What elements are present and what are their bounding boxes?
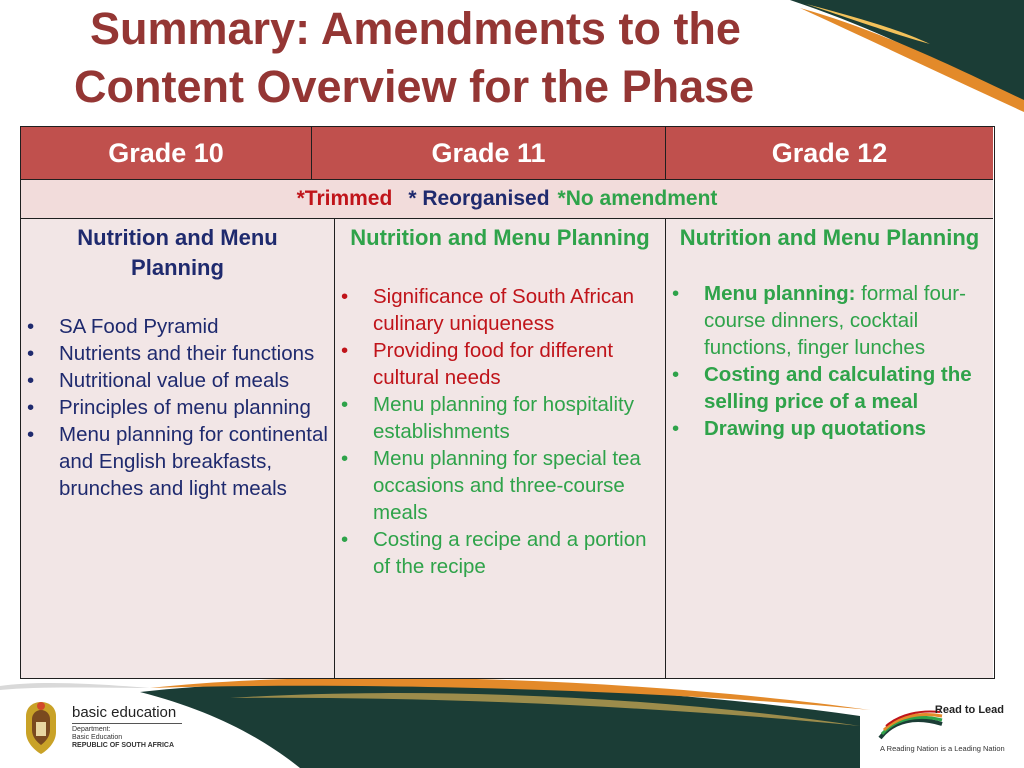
brand-name: basic education bbox=[72, 704, 182, 724]
read-to-lead-logo bbox=[876, 700, 1012, 760]
list-item: • Drawing up quotations bbox=[672, 417, 927, 440]
content-overview-table bbox=[20, 126, 995, 679]
list-item: • Costing and calculating the selling price of a meal bbox=[672, 363, 972, 413]
coat-of-arms-icon bbox=[20, 698, 62, 756]
list-item: • Costing a recipe and a portion of the recipe bbox=[341, 528, 647, 578]
legend-no-amendment: *No amendment bbox=[557, 187, 718, 210]
list-item: • Menu planning for continental and English breakfasts, brunches and light meals bbox=[27, 423, 328, 500]
basic-education-logo bbox=[20, 698, 220, 758]
column-title: Nutrition and Menu Planning bbox=[77, 225, 278, 280]
header-grade-10: Grade 10 bbox=[21, 127, 312, 179]
legend-reorganised: * Reorganised bbox=[408, 187, 550, 210]
list-item: • Principles of menu planning bbox=[27, 396, 311, 419]
list-item: • Providing food for different cultural needs bbox=[341, 339, 614, 389]
list-item: • Nutrients and their functions bbox=[27, 342, 315, 365]
amendment-legend bbox=[21, 179, 993, 219]
topic-list bbox=[335, 283, 665, 580]
topic-list bbox=[21, 313, 334, 502]
grade-12-column bbox=[666, 219, 993, 678]
list-item: • Menu planning: formal four-course dinners, cocktail functions, finger lunches bbox=[672, 282, 966, 359]
slide-title bbox=[74, 0, 874, 116]
header-grade-11: Grade 11 bbox=[312, 127, 666, 179]
read-to-lead-title: Read to Lead bbox=[934, 704, 1004, 716]
department-text: Department: Basic Education REPUBLIC OF SOUTH AFRICA bbox=[72, 726, 175, 749]
list-item: • Significance of South African culinary uniqueness bbox=[341, 285, 634, 335]
list-item: • SA Food Pyramid bbox=[27, 315, 219, 338]
title-line-1: Summary: Amendments to the bbox=[90, 3, 741, 54]
legend-trimmed: *Trimmed bbox=[296, 187, 393, 210]
title-line-2: Content Overview for the Phase bbox=[74, 61, 755, 112]
header-grade-12: Grade 12 bbox=[666, 127, 993, 179]
list-item: • Nutritional value of meals bbox=[27, 369, 290, 392]
read-to-lead-tagline: A Reading Nation is a Leading Nation bbox=[880, 744, 1005, 753]
list-item: • Menu planning for special tea occasions and three-course meals bbox=[341, 447, 658, 524]
topic-list bbox=[666, 280, 993, 442]
grade-10-column bbox=[21, 219, 335, 678]
list-item: • Menu planning for hospitality establishments bbox=[341, 393, 634, 443]
grade-11-column bbox=[335, 219, 666, 678]
column-title: Nutrition and Menu Planning bbox=[350, 225, 650, 250]
column-title: Nutrition and Menu Planning bbox=[679, 225, 980, 250]
